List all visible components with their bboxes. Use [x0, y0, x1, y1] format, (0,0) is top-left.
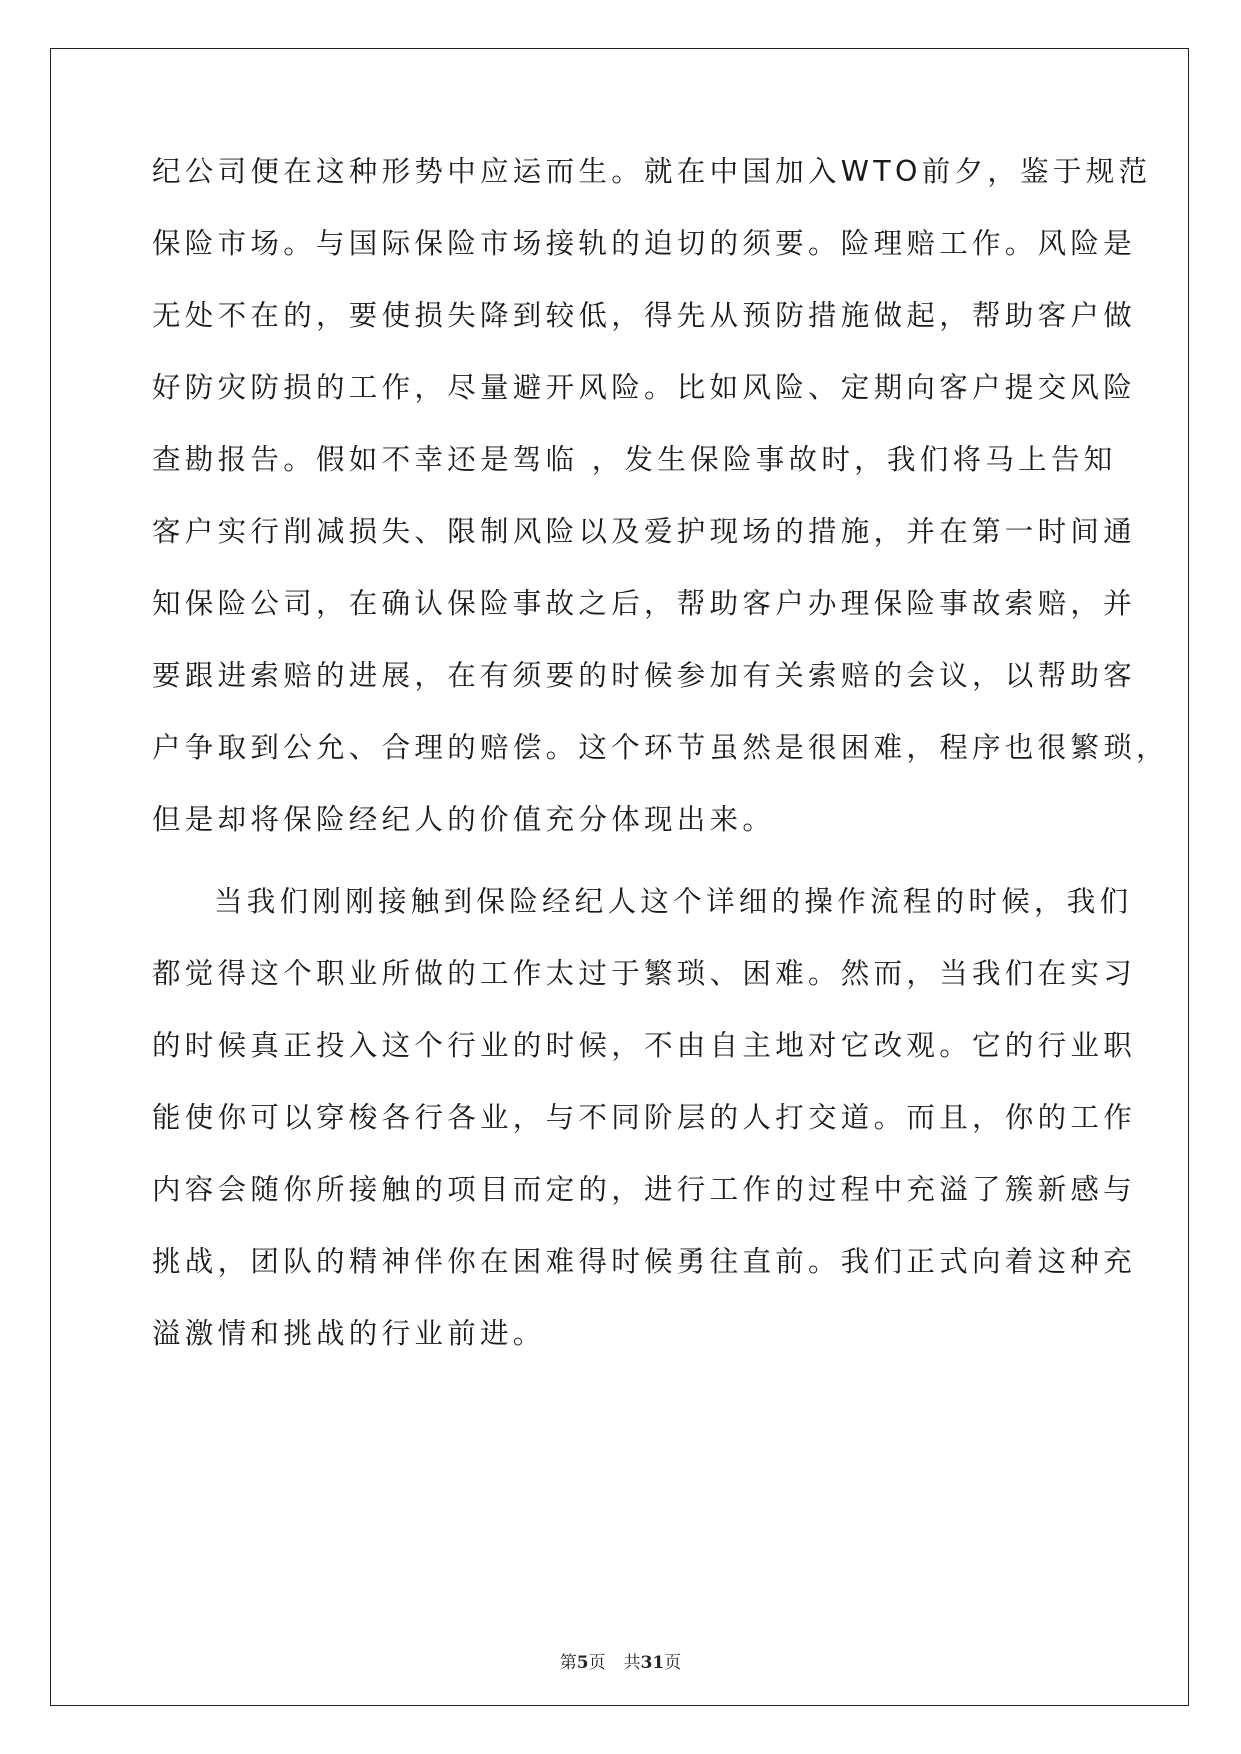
footer-prefix: 第 [559, 1653, 577, 1673]
body-line: 客户实行削减损失、限制风险以及爱护现场的措施，并在第一时间通 [152, 515, 1137, 548]
body-line: 内容会随你所接触的项目而定的，进行工作的过程中充溢了簇新感与 [152, 1173, 1137, 1206]
body-line: 能使你可以穿梭各行各业，与不同阶层的人打交道。而且，你的工作 [152, 1101, 1137, 1134]
body-line: 纪公司便在这种形势中应运而生。就在中国加入WTO前夕，鉴于规范 [152, 155, 1152, 188]
footer-page-suffix: 页 [588, 1653, 606, 1673]
page-number: 5 [576, 1653, 589, 1673]
body-line: 查勘报告。假如不幸还是驾临 ，发生保险事故时，我们将马上告知 [152, 443, 1117, 476]
page-footer [0, 1652, 1241, 1674]
body-line: 但是却将保险经纪人的价值充分体现出来。 [152, 803, 776, 836]
body-line: 都觉得这个职业所做的工作太过于繁琐、困难。然而，当我们在实习 [152, 957, 1137, 990]
body-line: 保险市场。与国际保险市场接轨的迫切的须要。险理赔工作。风险是 [152, 227, 1137, 260]
body-line: 要跟进索赔的进展，在有须要的时候参加有关索赔的会议，以帮助客 [152, 659, 1137, 692]
body-line: 无处不在的，要使损失降到较低，得先从预防措施做起，帮助客户做 [152, 299, 1137, 332]
paragraph-first-line: 当我们刚刚接触到保险经纪人这个详细的操作流程的时候，我们 [214, 885, 1133, 918]
footer-total-suffix: 页 [664, 1653, 682, 1673]
footer-total-prefix: 共 [623, 1653, 641, 1673]
body-line: 知保险公司，在确认保险事故之后，帮助客户办理保险事故索赔，并 [152, 587, 1137, 620]
body-line: 挑战，团队的精神伴你在困难得时候勇往直前。我们正式向着这种充 [152, 1245, 1137, 1278]
body-line: 溢激情和挑战的行业前进。 [152, 1317, 546, 1350]
total-pages: 31 [640, 1653, 665, 1673]
body-line: 的时候真正投入这个行业的时候，不由自主地对它改观。它的行业职 [152, 1029, 1137, 1062]
body-line: 户争取到公允、合理的赔偿。这个环节虽然是很困难，程序也很繁琐， [152, 731, 1169, 764]
body-line: 好防灾防损的工作，尽量避开风险。比如风险、定期向客户提交风险 [152, 371, 1137, 404]
